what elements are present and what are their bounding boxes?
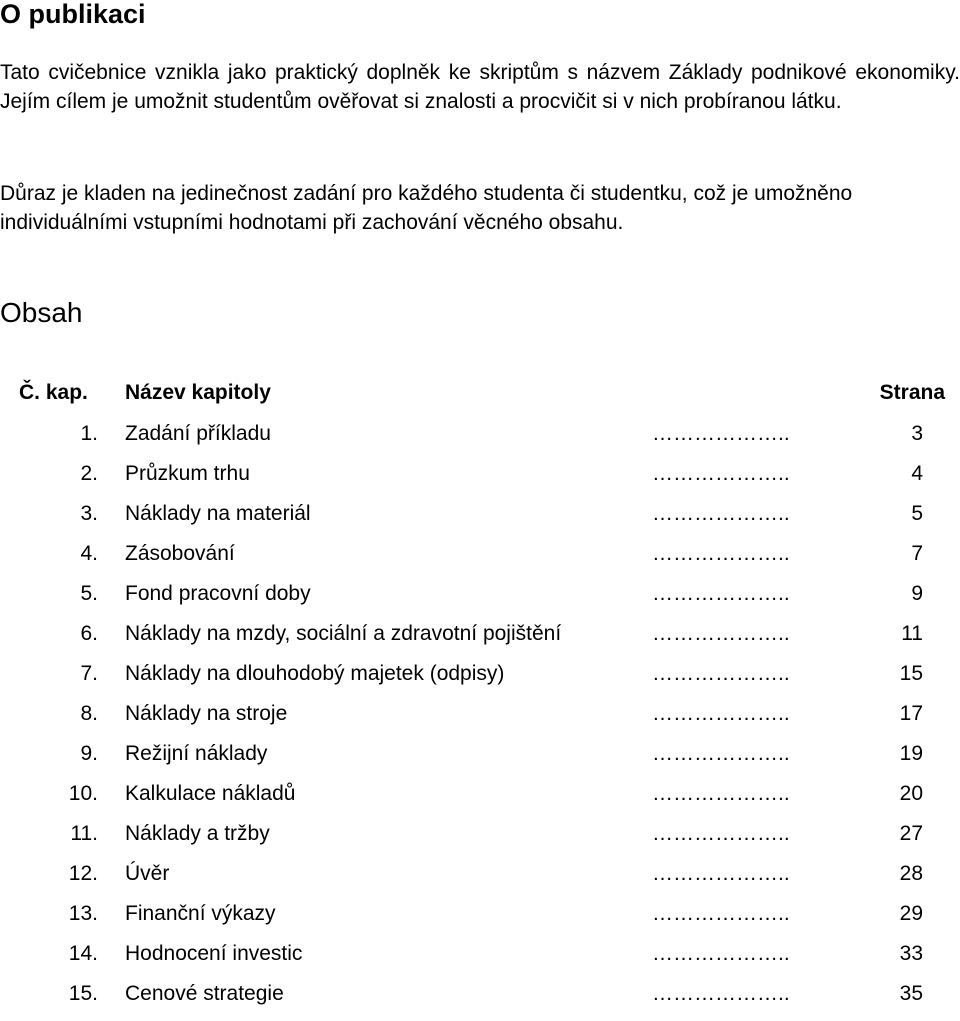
toc-page-number: 20 [899, 782, 923, 805]
toc-chapter-number: 15. [68, 982, 98, 1005]
toc-chapter-number: 1. [80, 422, 98, 445]
toc-row[interactable] [0, 501, 960, 541]
toc-leader-dots: ……………….. [652, 902, 790, 925]
toc-leader-dots: ……………….. [652, 422, 790, 445]
toc-column-title: Název kapitoly [125, 381, 271, 404]
toc-chapter-title: Zadání příkladu [125, 422, 271, 445]
toc-page-number: 27 [899, 822, 923, 845]
toc-row[interactable] [0, 701, 960, 741]
toc-chapter-title: Průzkum trhu [125, 462, 250, 485]
toc-chapter-title: Náklady na mzdy, sociální a zdravotní pojištění [125, 622, 562, 645]
toc-page-number: 7 [911, 542, 923, 565]
toc-row[interactable] [0, 421, 960, 461]
toc-page-number: 17 [899, 702, 923, 725]
toc-page-number: 4 [911, 462, 923, 485]
toc-leader-dots: ……………….. [652, 662, 790, 685]
about-paragraph-2: Důraz je kladen na jedinečnost zadání pro každého studenta či studentku, což je umožněno individuálními vstupními hodnotami při zachování věcného obsahu. [0, 182, 853, 234]
toc-leader-dots: ……………….. [652, 502, 790, 525]
toc-chapter-number: 13. [68, 902, 98, 925]
toc-chapter-title: Náklady na stroje [125, 702, 288, 725]
toc-row[interactable] [0, 461, 960, 501]
toc-leader-dots: ……………….. [652, 582, 790, 605]
toc-chapter-title: Fond pracovní doby [125, 582, 311, 605]
toc-leader-dots: ……………….. [652, 462, 790, 485]
contents-heading: Obsah [0, 297, 83, 328]
toc-page-number: 11 [901, 622, 923, 645]
toc-chapter-number: 7. [80, 662, 98, 685]
toc-row[interactable] [0, 781, 960, 821]
toc-row[interactable] [0, 861, 960, 901]
toc-row[interactable] [0, 901, 960, 941]
toc-column-page: Strana [879, 381, 945, 404]
toc-page-number: 3 [911, 422, 923, 445]
toc-page-number: 33 [899, 942, 923, 965]
toc-row[interactable] [0, 581, 960, 621]
toc-leader-dots: ……………….. [652, 942, 790, 965]
toc-leader-dots: ……………….. [652, 982, 790, 1005]
toc-row[interactable] [0, 621, 960, 661]
toc-chapter-number: 8. [80, 702, 98, 725]
toc-chapter-title: Kalkulace nákladů [125, 782, 296, 805]
toc-column-number: Č. kap. [19, 381, 88, 404]
toc-leader-dots: ……………….. [652, 742, 790, 765]
toc-page-number: 9 [911, 582, 923, 605]
toc-row[interactable] [0, 541, 960, 581]
toc-chapter-title: Zásobování [125, 542, 235, 565]
toc-chapter-title: Náklady na materiál [125, 502, 311, 525]
toc-chapter-number: 9. [80, 742, 98, 765]
toc-chapter-number: 4. [80, 542, 98, 565]
toc-leader-dots: ……………….. [652, 622, 790, 645]
toc-page-number: 28 [899, 862, 923, 885]
toc-chapter-number: 14. [68, 942, 98, 965]
toc-chapter-title: Režijní náklady [125, 742, 268, 765]
toc-page-number: 35 [899, 982, 923, 1005]
about-paragraph-1: Tato cvičebnice vznikla jako praktický doplněk ke skriptům s názvem Základy podnikové ekonomiky. Jejím cílem je umožnit studentům ověřovat si znalosti a procvičit si v nich probíranou látku. [0, 61, 960, 113]
toc-chapter-title: Hodnocení investic [125, 942, 303, 965]
toc-page-number: 15 [899, 662, 923, 685]
toc-row[interactable] [0, 661, 960, 701]
toc-row[interactable] [0, 741, 960, 781]
toc-leader-dots: ……………….. [652, 862, 790, 885]
toc-page-number: 5 [911, 502, 923, 525]
toc-page-number: 19 [899, 742, 923, 765]
toc-chapter-title: Cenové strategie [125, 982, 284, 1005]
toc-chapter-number: 11. [70, 822, 98, 845]
toc-page-number: 29 [899, 902, 923, 925]
toc-row[interactable] [0, 821, 960, 861]
toc-leader-dots: ……………….. [652, 782, 790, 805]
toc-leader-dots: ……………….. [652, 702, 790, 725]
toc-chapter-title: Náklady a tržby [125, 822, 270, 845]
toc-chapter-number: 12. [68, 862, 98, 885]
toc-chapter-number: 5. [80, 582, 98, 605]
toc-chapter-number: 10. [68, 782, 98, 805]
toc-chapter-number: 2. [80, 462, 98, 485]
about-heading: O publikaci [0, 0, 146, 29]
toc-chapter-number: 3. [80, 502, 98, 525]
toc-chapter-number: 6. [80, 622, 98, 645]
toc-row[interactable] [0, 981, 960, 1021]
toc-row[interactable] [0, 941, 960, 981]
toc-leader-dots: ……………….. [652, 542, 790, 565]
toc-chapter-title: Finanční výkazy [125, 902, 276, 925]
toc-chapter-title: Náklady na dlouhodobý majetek (odpisy) [125, 662, 505, 685]
toc-chapter-title: Úvěr [125, 862, 170, 885]
toc-leader-dots: ……………….. [652, 822, 790, 845]
